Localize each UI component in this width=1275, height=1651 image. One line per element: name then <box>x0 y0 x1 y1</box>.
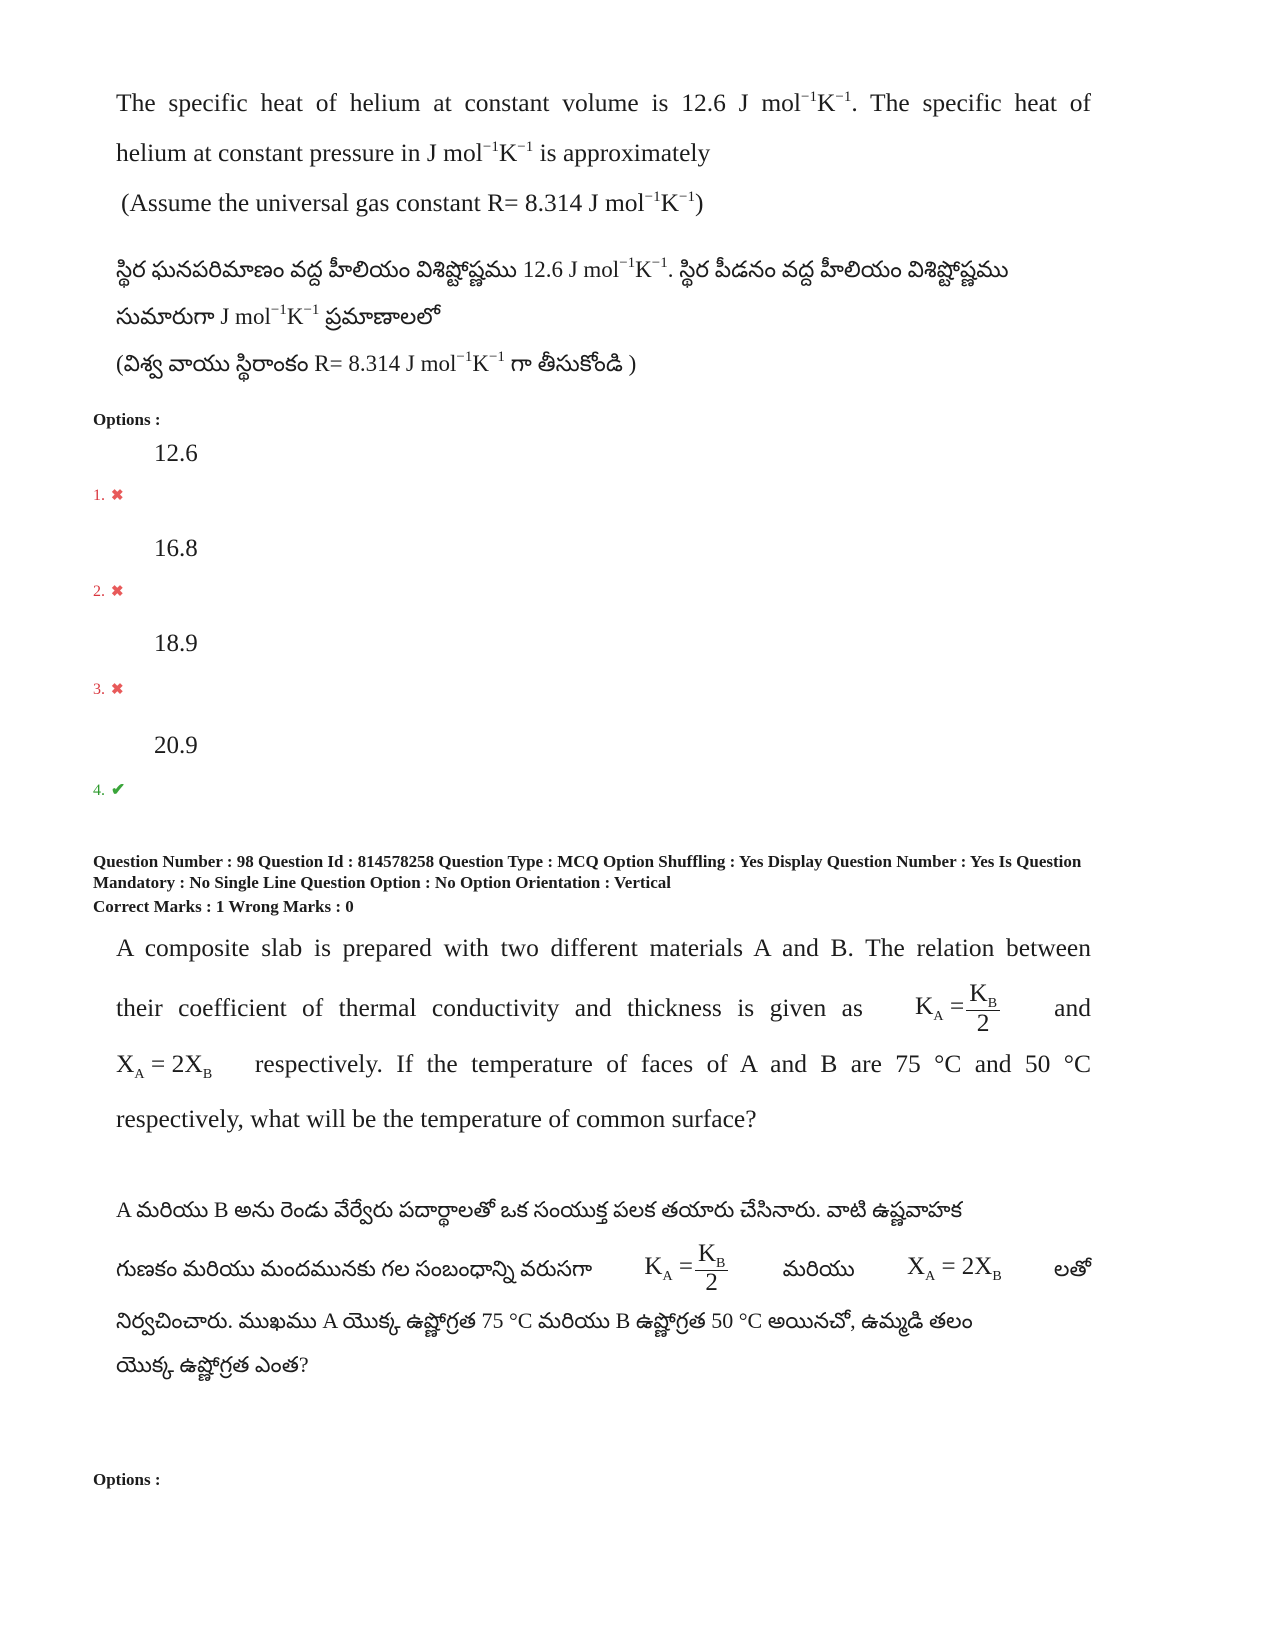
superscript: −1 <box>456 349 473 365</box>
q98-meta <box>93 851 1203 917</box>
q97-option-2-value[interactable]: 16.8 <box>154 535 198 562</box>
text-fragment: సుమారుగా J mol <box>116 304 271 329</box>
subscript: B <box>716 1256 726 1271</box>
text-fragment: helium at constant pressure in J mol <box>116 138 483 167</box>
unit-k: K <box>472 351 489 376</box>
q98-te-line-1 <box>116 1188 1096 1232</box>
q98-en-line-1 <box>116 925 1091 971</box>
text-fragment: A composite slab is prepared with two different materials A and B. The relation between <box>116 933 1091 962</box>
q97-te-line-1 <box>116 248 1096 295</box>
eq-symbol: K <box>914 990 934 1020</box>
q98-te-line-2 <box>116 1242 1091 1295</box>
q97-en-line-1 <box>116 80 1091 130</box>
superscript: −1 <box>303 302 320 318</box>
q97-te-line-2 <box>116 295 1096 342</box>
text-fragment: respectively. If the temperature of faces of A and B are 75 °C and 50 °C <box>254 1049 1091 1078</box>
subscript: A <box>134 1067 145 1082</box>
q98-options-label: Options : <box>93 1470 161 1489</box>
text-fragment: The specific heat of helium at constant volume is 12.6 J mol <box>116 88 801 117</box>
superscript: −1 <box>835 89 852 105</box>
q97-option-1-number[interactable] <box>93 486 124 505</box>
fraction <box>966 978 1000 1037</box>
text-fragment: . The specific heat of <box>851 88 1091 117</box>
q97-option-3-value[interactable]: 18.9 <box>154 630 198 657</box>
text-fragment: యొక్క ఉష్ణోగ్రత ఎంత? <box>116 1352 309 1377</box>
equation-ka-kb <box>914 978 1002 1037</box>
option-number: 4. <box>93 782 105 799</box>
subscript: B <box>987 996 998 1011</box>
cross-icon: ✖ <box>111 488 124 504</box>
q98-marks-line: Correct Marks : 1 Wrong Marks : 0 <box>93 897 354 916</box>
fraction-numerator <box>966 978 1000 1011</box>
unit-k: K <box>660 188 679 217</box>
text-fragment: (విశ్వ వాయు స్థిరాంకం R= 8.314 J mol <box>116 351 457 376</box>
q97-option-3-number[interactable] <box>93 680 124 699</box>
eq-symbol: = 2X <box>144 1049 203 1078</box>
q97-option-2-number[interactable] <box>93 582 124 601</box>
text-fragment: స్థిర ఘనపరిమాణం వద్ద హీలియం విశిష్టోష్ణము 12.6 J mol <box>116 257 620 282</box>
equation-xa-xb <box>907 1245 1002 1293</box>
text-fragment: లతో <box>1053 1255 1091 1281</box>
eq-symbol: = <box>672 1253 693 1281</box>
superscript: −1 <box>679 189 695 205</box>
text-fragment: . స్థిర పీడనం వద్ద హీలియం విశిష్టోష్ణము <box>667 257 1009 282</box>
q97-en-line-3 <box>116 180 1096 230</box>
q98-english-text <box>116 925 1096 1142</box>
q97-en-line-2 <box>116 130 1096 180</box>
subscript: A <box>925 1268 936 1284</box>
eq-symbol: X <box>907 1252 926 1280</box>
q98-meta-line-2: Mandatory : No Single Line Question Option : No Option Orientation : Vertical <box>93 873 672 892</box>
text-fragment: A మరియు B అను రెండు వేర్వేరు పదార్థాలతో ఒక సంయుక్త పలక తయారు చేసినారు. వాటి ఉష్ణవాహక <box>116 1197 963 1222</box>
fraction-denominator: 2 <box>976 1008 990 1037</box>
subscript: A <box>933 1008 944 1024</box>
q97-option-4-number[interactable] <box>93 780 125 800</box>
q97-options-label: Options : <box>93 410 161 429</box>
superscript: −1 <box>644 189 661 205</box>
text-fragment: నిర్వచించారు. ముఖము A యొక్క ఉష్ణోగ్రత 75 °C మరియు B ఉష్ణోగ్రత 50 °C అయినచో, ఉమ్మడి తలం <box>116 1308 973 1333</box>
superscript: −1 <box>270 302 287 318</box>
text-fragment: their coefficient of thermal conductivity and thickness is given as <box>116 993 863 1022</box>
fraction-numerator <box>695 1242 728 1271</box>
eq-symbol: X <box>116 1049 135 1078</box>
subscript: B <box>992 1268 1002 1284</box>
text-fragment: గుణకం మరియు మందమునకు గల సంబంధాన్ని వరుసగా <box>116 1255 593 1281</box>
superscript: −1 <box>517 139 534 155</box>
unit-k: K <box>498 138 518 167</box>
superscript: −1 <box>488 349 505 365</box>
unit-k: K <box>635 257 652 282</box>
text-fragment: respectively, what will be the temperature of common surface? <box>116 1104 757 1133</box>
cross-icon: ✖ <box>111 584 124 600</box>
q98-en-line-2 <box>116 978 1091 1037</box>
text-fragment: and <box>1054 993 1091 1022</box>
eq-symbol: = 2X <box>935 1252 993 1280</box>
option-number: 1. <box>93 487 105 504</box>
eq-symbol: = <box>943 990 965 1020</box>
superscript: −1 <box>801 89 817 105</box>
superscript: −1 <box>651 255 668 271</box>
cross-icon: ✖ <box>111 682 124 698</box>
equation-ka-kb <box>644 1242 730 1295</box>
unit-k: K <box>816 88 836 117</box>
equation-xa-xb <box>116 1041 212 1092</box>
q97-option-1-value[interactable]: 12.6 <box>154 440 198 467</box>
text-fragment: (Assume the universal gas constant R= 8.314 J mol <box>121 188 645 217</box>
fraction-denominator: 2 <box>705 1269 718 1296</box>
q97-english-text <box>116 80 1096 230</box>
q97-telugu-text <box>116 248 1096 389</box>
fraction <box>695 1242 728 1295</box>
q98-te-line-3 <box>116 1299 1096 1343</box>
subscript: B <box>202 1067 213 1082</box>
eq-symbol: K <box>697 1240 717 1267</box>
text-fragment: is approximately <box>533 138 711 167</box>
subscript: A <box>662 1269 673 1285</box>
q98-meta-line-1: Question Number : 98 Question Id : 814578258 Question Type : MCQ Option Shuffling : Yes Display Question Number : Yes Is Question <box>93 852 1082 871</box>
option-number: 2. <box>93 583 105 600</box>
eq-symbol: K <box>969 978 988 1007</box>
unit-k: K <box>286 304 304 329</box>
q97-te-line-3 <box>116 342 1096 389</box>
eq-symbol: K <box>644 1253 663 1281</box>
q97-option-4-value[interactable]: 20.9 <box>154 732 198 759</box>
superscript: −1 <box>482 139 499 155</box>
text-fragment: ప్రమాణాలలో <box>319 304 440 329</box>
check-icon: ✔ <box>111 780 126 799</box>
text-fragment: ) <box>694 188 704 217</box>
q98-en-line-4 <box>116 1096 1096 1142</box>
text-fragment: మరియు <box>782 1255 855 1281</box>
superscript: −1 <box>619 255 636 271</box>
option-number: 3. <box>93 681 105 698</box>
text-fragment: గా తీసుకోండి ) <box>504 351 637 376</box>
q98-telugu-text <box>116 1188 1096 1387</box>
q98-en-line-3 <box>116 1041 1091 1092</box>
q98-te-line-4 <box>116 1343 1096 1387</box>
